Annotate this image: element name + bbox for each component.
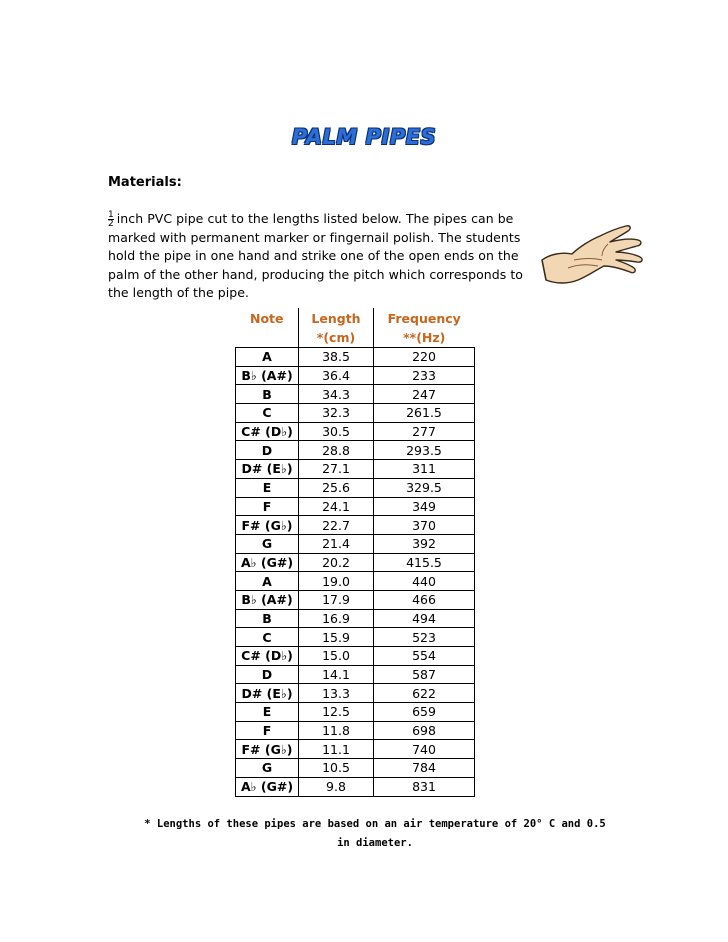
cell-note: B♭ (A#) [236, 366, 299, 385]
table-header-row [236, 308, 475, 348]
cell-note: F [236, 721, 299, 740]
table-row [236, 647, 475, 666]
cell-length: 15.9 [299, 628, 374, 647]
cell-length: 16.9 [299, 609, 374, 628]
cell-length: 27.1 [299, 460, 374, 479]
header-length: Length *(cm) [299, 308, 374, 348]
cell-note: A [236, 572, 299, 591]
cell-length: 32.3 [299, 404, 374, 423]
cell-frequency: 329.5 [374, 478, 475, 497]
table-row [236, 628, 475, 647]
table-row [236, 721, 475, 740]
table-row [236, 777, 475, 796]
cell-length: 28.8 [299, 441, 374, 460]
cell-length: 20.2 [299, 553, 374, 572]
cell-frequency: 784 [374, 759, 475, 778]
paragraph-text: inch PVC pipe cut to the lengths listed below. The pipes can be marked with permanent marker or fingernail polish. The students hold the pipe in one hand and strike one of the open ends on the palm of the other hand, producing the pitch which corresponds to the length of the pipe. [108, 211, 523, 300]
cell-length: 12.5 [299, 703, 374, 722]
cell-note: G [236, 759, 299, 778]
cell-note: D# (E♭) [236, 684, 299, 703]
cell-frequency: 349 [374, 497, 475, 516]
cell-length: 13.3 [299, 684, 374, 703]
cell-frequency: 370 [374, 516, 475, 535]
footnote: * Lengths of these pipes are based on an air temperature of 20° C and 0.5 in diameter. [144, 818, 606, 849]
cell-frequency: 392 [374, 534, 475, 553]
cell-frequency: 466 [374, 590, 475, 609]
table-row [236, 348, 475, 367]
materials-heading: Materials: [108, 175, 182, 190]
table-row [236, 516, 475, 535]
cell-length: 11.1 [299, 740, 374, 759]
table-row [236, 422, 475, 441]
cell-note: F# (G♭) [236, 516, 299, 535]
table-row [236, 478, 475, 497]
cell-frequency: 415.5 [374, 553, 475, 572]
cell-frequency: 261.5 [374, 404, 475, 423]
cell-note: C# (D♭) [236, 422, 299, 441]
one-half-fraction: $\frac{1}{2}$ [108, 210, 114, 229]
cell-note: B [236, 385, 299, 404]
table-row [236, 441, 475, 460]
cell-note: C [236, 628, 299, 647]
cell-frequency: 277 [374, 422, 475, 441]
cell-length: 19.0 [299, 572, 374, 591]
cell-frequency: 233 [374, 366, 475, 385]
table-row [236, 665, 475, 684]
cell-note: A♭ (G#) [236, 553, 299, 572]
table-row [236, 553, 475, 572]
cell-frequency: 293.5 [374, 441, 475, 460]
cell-frequency: 740 [374, 740, 475, 759]
cell-note: G [236, 534, 299, 553]
cell-note: A♭ (G#) [236, 777, 299, 796]
cell-length: 38.5 [299, 348, 374, 367]
cell-frequency: 622 [374, 684, 475, 703]
table-row [236, 759, 475, 778]
table-row [236, 497, 475, 516]
cell-length: 17.9 [299, 590, 374, 609]
cell-frequency: 220 [374, 348, 475, 367]
table-row [236, 404, 475, 423]
page-title: PALM PIPES [291, 125, 437, 149]
cell-note: B [236, 609, 299, 628]
table-row [236, 460, 475, 479]
cell-length: 34.3 [299, 385, 374, 404]
cell-frequency: 247 [374, 385, 475, 404]
cell-length: 10.5 [299, 759, 374, 778]
cell-frequency: 494 [374, 609, 475, 628]
table-row [236, 703, 475, 722]
header-frequency: Frequency **(Hz) [374, 308, 475, 348]
cell-length: 11.8 [299, 721, 374, 740]
cell-frequency: 440 [374, 572, 475, 591]
cell-note: B♭ (A#) [236, 590, 299, 609]
open-palm-hand-icon [538, 214, 650, 286]
cell-length: 36.4 [299, 366, 374, 385]
table-row [236, 534, 475, 553]
cell-frequency: 698 [374, 721, 475, 740]
cell-frequency: 659 [374, 703, 475, 722]
cell-frequency: 554 [374, 647, 475, 666]
table-row [236, 590, 475, 609]
cell-length: 30.5 [299, 422, 374, 441]
cell-note: C [236, 404, 299, 423]
cell-note: D# (E♭) [236, 460, 299, 479]
materials-paragraph [108, 210, 538, 303]
table-row [236, 684, 475, 703]
table-row [236, 366, 475, 385]
cell-note: D [236, 665, 299, 684]
header-note: Note [236, 308, 299, 348]
cell-note: A [236, 348, 299, 367]
table-row [236, 572, 475, 591]
cell-note: E [236, 703, 299, 722]
cell-frequency: 831 [374, 777, 475, 796]
table-row [236, 740, 475, 759]
cell-length: 22.7 [299, 516, 374, 535]
cell-length: 14.1 [299, 665, 374, 684]
cell-frequency: 587 [374, 665, 475, 684]
cell-frequency: 523 [374, 628, 475, 647]
cell-length: 21.4 [299, 534, 374, 553]
table-row [236, 385, 475, 404]
cell-note: C# (D♭) [236, 647, 299, 666]
palm-pipes-table [235, 308, 475, 797]
cell-frequency: 311 [374, 460, 475, 479]
cell-note: F [236, 497, 299, 516]
cell-length: 9.8 [299, 777, 374, 796]
cell-note: D [236, 441, 299, 460]
cell-length: 15.0 [299, 647, 374, 666]
cell-note: F# (G♭) [236, 740, 299, 759]
table-row [236, 609, 475, 628]
cell-length: 24.1 [299, 497, 374, 516]
cell-note: E [236, 478, 299, 497]
cell-length: 25.6 [299, 478, 374, 497]
